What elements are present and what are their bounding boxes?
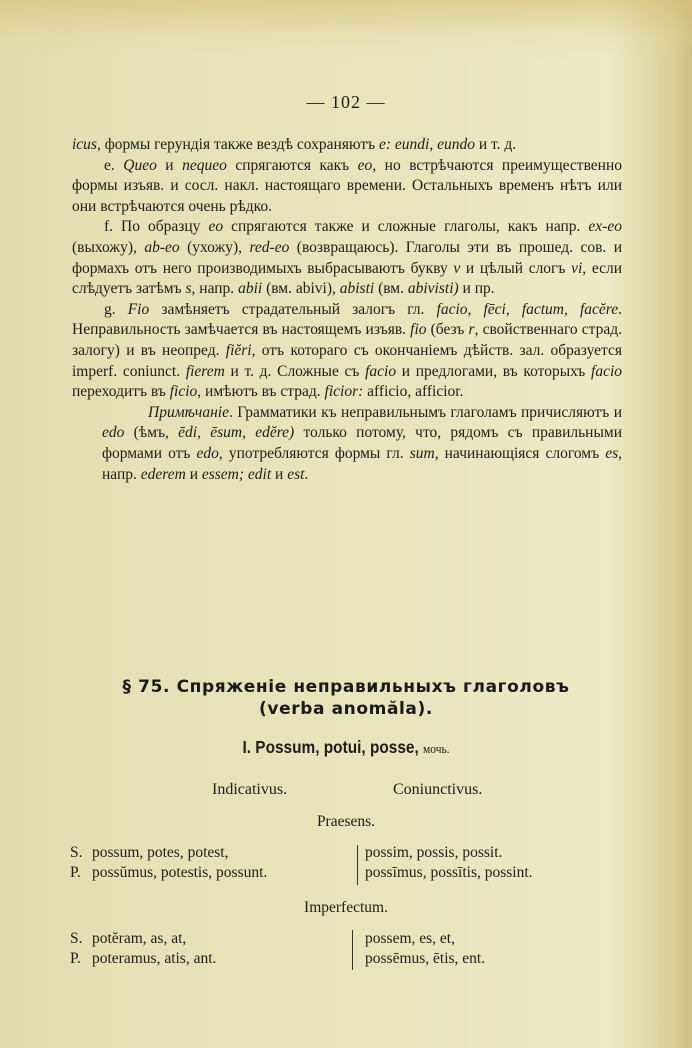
conj-row-praesens-singular-ind: S. possum, potes, potest, [70,844,229,861]
page-edge-shading [0,0,692,60]
note-label: Примѣчаніе [148,403,229,421]
note-paragraph: Примѣчаніе. Грамматики къ неправильнымъ глаголамъ причисляютъ и edo (ѣмъ, ēdi, ēsum, edĕre) только потому, что, рядомъ съ правильными формами отъ edo, употребляются формы гл. sum, начинающіяся слогомъ es, напр. ederem и essem; edit и est. [102,403,622,483]
paragraph-g: g. Fio замѣняетъ страдательный залогъ гл. facio, fēci, factum, facĕre. Неправильность замѣчается въ настоящемъ изъяв. fio (безъ r, свойственнаго страд. залогу) и въ неопред. fiĕri, отъ котораго съ окончаніемъ дѣйств. зал. образуется imperf. coniunct. fierem и т. д. Сложные съ facio и предлогами, въ которыхъ facio переходитъ въ ficio, имѣютъ въ страд. ficior: afficio, afficior. [72,300,623,401]
conj-row-praesens-plural-ind: P. possŭmus, potestis, possunt. [70,864,268,881]
mood-subjunctive: Coniunctivus. [393,781,483,798]
section-heading-line1: § 75. Спряженіе неправильныхъ глаголовъ [122,677,570,697]
verb-principal-parts: I. Possum, potui, posse, [242,737,419,757]
conj-row-imperfectum-plural-ind: P. poteramus, atis, ant. [70,950,217,967]
verb-heading [42,737,651,758]
conj-row-praesens-singular-subj: possim, possis, possit. [365,844,503,861]
tense-praesens: Praesens. [316,813,376,830]
section-heading-line2: (verba anomăla). [259,699,433,719]
paragraph-e: e. Queo и nequeo спрягаются какъ eo, но встрѣчаются преимущественно формы изъяв. и сосл. накл. настоящаго времени. Остальныхъ временъ нѣтъ или они встрѣчаются очень рѣдко. [72,156,623,215]
verb-meaning: мочь. [423,741,450,756]
paragraph-f: f. По образцу eo спрягаются также и сложные глаголы, какъ напр. ex-eo (выхожу), ab-eo (ухожу), red-eo (возвращаюсь). Глаголы эти въ прошед. сов. и формахъ отъ него производимыхъ выбрасываютъ букву v и цѣлый слогъ vi, если слѣдуетъ затѣмъ s, напр. abii (вм. abivi), abisti (вм. abivisti) и пр. [72,218,623,298]
column-divider [352,930,353,970]
section-heading [0,676,692,720]
body-text [72,135,622,485]
page-number: — 102 — [306,92,386,112]
tense-imperfectum: Imperfectum. [304,899,388,916]
conj-row-praesens-plural-subj: possīmus, possītis, possint. [365,864,533,881]
column-divider [357,845,358,885]
conj-row-imperfectum-singular-subj: possem, es, et, [365,930,455,947]
paragraph-continuation: icus, формы герундія также вездѣ сохраняютъ e: eundi, eundo и т. д. [72,136,517,153]
conj-row-imperfectum-plural-subj: possēmus, ētis, ent. [365,950,486,967]
mood-indicative: Indicativus. [212,781,288,798]
conj-row-imperfectum-singular-ind: S. potĕram, as, at, [70,930,187,947]
